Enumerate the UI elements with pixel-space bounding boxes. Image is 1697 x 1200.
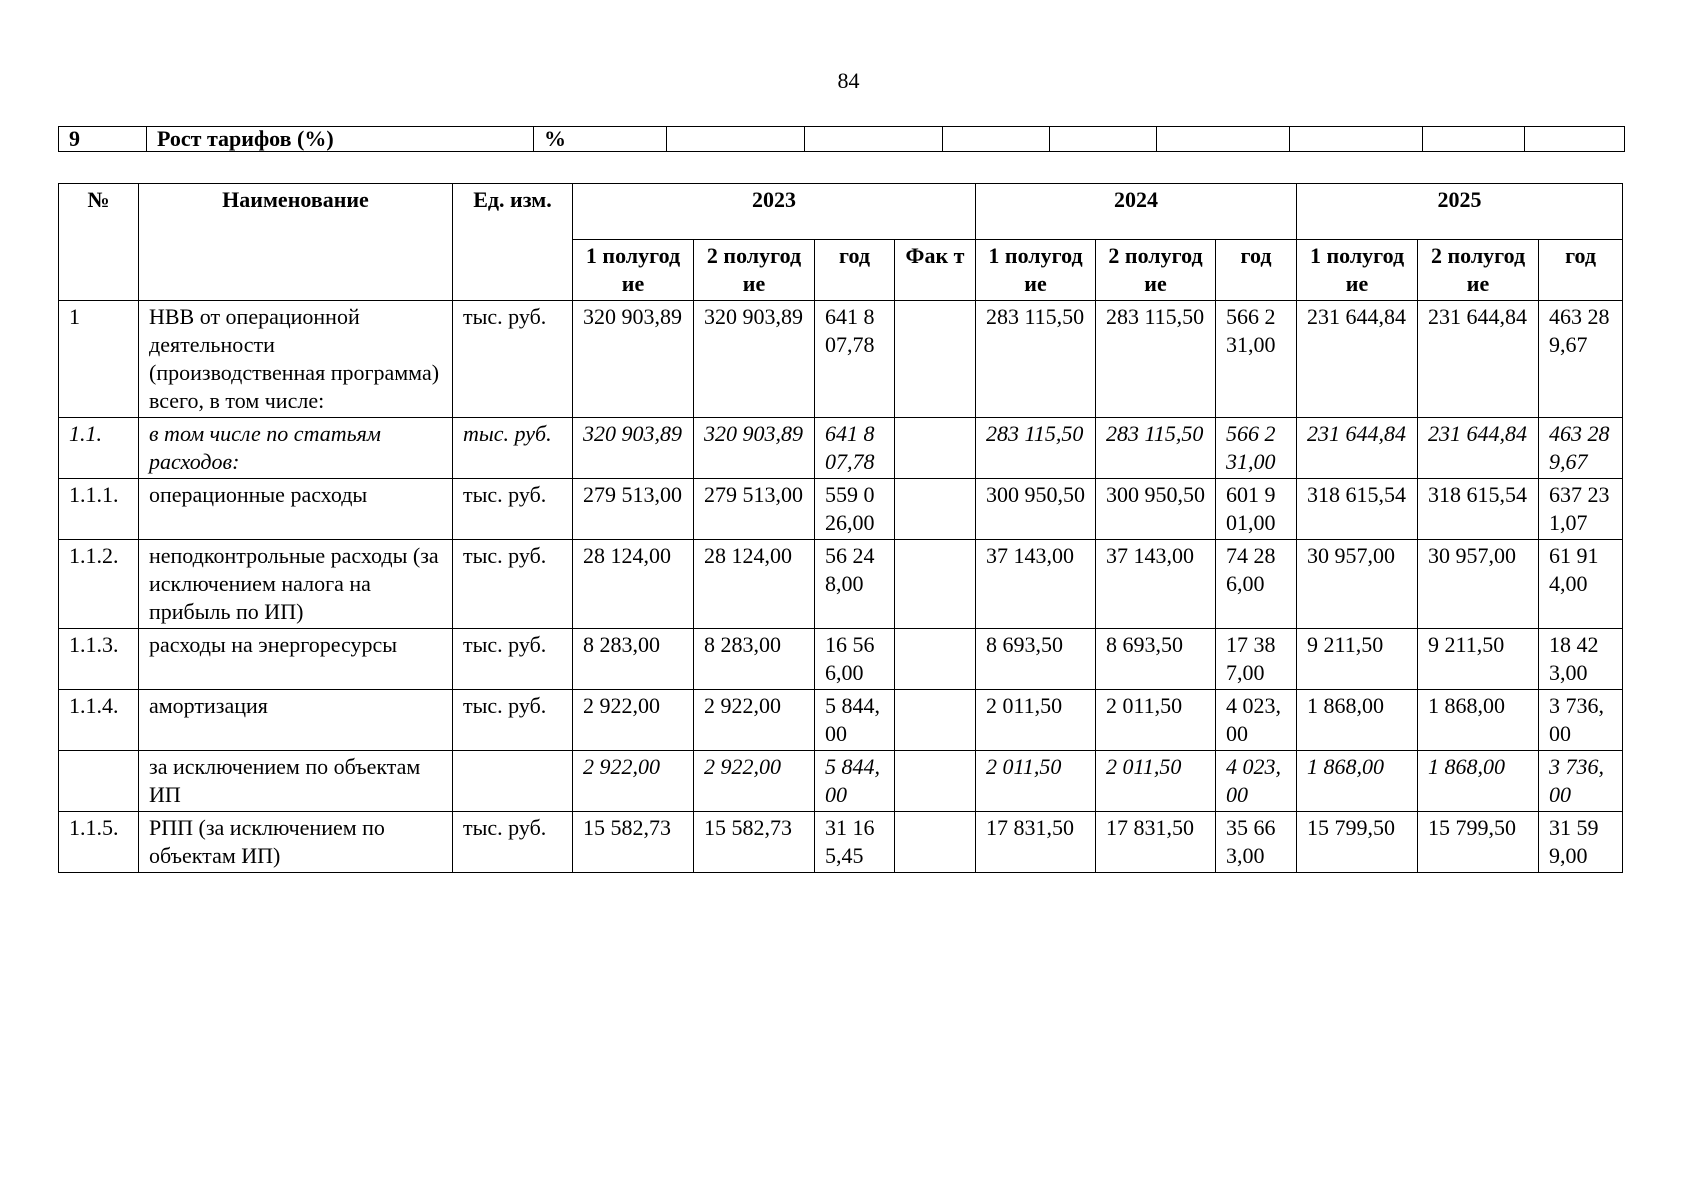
value-cell: 231 644,84: [1297, 418, 1418, 479]
row-unit: тыс. руб.: [453, 812, 573, 873]
header-2023-fact: Фак т: [895, 240, 976, 301]
row-number: [59, 751, 139, 812]
row-name: операционные расходы: [139, 479, 453, 540]
value-cell: 231 644,84: [1418, 301, 1539, 418]
table-cell: [943, 127, 1050, 152]
row-name: за исключением по объектам ИП: [139, 751, 453, 812]
row-number: 1.1.2.: [59, 540, 139, 629]
value-cell: 9 211,50: [1297, 629, 1418, 690]
row-unit: [453, 751, 573, 812]
value-cell: 320 903,89: [694, 301, 815, 418]
header-2023-year: год: [815, 240, 895, 301]
value-cell: [895, 418, 976, 479]
value-cell: 566 231,00: [1216, 418, 1297, 479]
value-cell: 463 289,67: [1539, 301, 1623, 418]
value-cell: 18 423,00: [1539, 629, 1623, 690]
value-cell: 31 599,00: [1539, 812, 1623, 873]
value-cell: [895, 301, 976, 418]
table-cell: [1050, 127, 1157, 152]
table-row: [59, 629, 1623, 690]
row-unit: %: [534, 127, 667, 152]
value-cell: 231 644,84: [1418, 418, 1539, 479]
row-unit: тыс. руб.: [453, 540, 573, 629]
row-name: амортизация: [139, 690, 453, 751]
row-unit: тыс. руб.: [453, 690, 573, 751]
value-cell: 1 868,00: [1297, 751, 1418, 812]
row-number: 1.1.1.: [59, 479, 139, 540]
value-cell: 5 844,00: [815, 690, 895, 751]
header-2025-h1: 1 полугод ие: [1297, 240, 1418, 301]
header-name: Наименование: [139, 184, 453, 301]
value-cell: 4 023,00: [1216, 751, 1297, 812]
header-2023-h2: 2 полугод ие: [694, 240, 815, 301]
row-name: НВВ от операционной деятельности (производственная программа) всего, в том числе:: [139, 301, 453, 418]
table-cell: [1525, 127, 1625, 152]
value-cell: 17 387,00: [1216, 629, 1297, 690]
value-cell: [895, 629, 976, 690]
value-cell: 2 922,00: [573, 690, 694, 751]
value-cell: 17 831,50: [1096, 812, 1216, 873]
value-cell: 17 831,50: [976, 812, 1096, 873]
value-cell: 283 115,50: [976, 301, 1096, 418]
row-number: 1.1.4.: [59, 690, 139, 751]
row-unit: тыс. руб.: [453, 301, 573, 418]
row-name: РПП (за исключением по объектам ИП): [139, 812, 453, 873]
value-cell: 2 922,00: [694, 690, 815, 751]
header-year-2023: 2023: [573, 184, 976, 240]
header-2024-h1: 1 полугод ие: [976, 240, 1096, 301]
value-cell: 28 124,00: [573, 540, 694, 629]
header-2025-year: год: [1539, 240, 1623, 301]
value-cell: 2 011,50: [976, 751, 1096, 812]
value-cell: 56 248,00: [815, 540, 895, 629]
value-cell: 1 868,00: [1418, 690, 1539, 751]
value-cell: 3 736,00: [1539, 690, 1623, 751]
value-cell: [895, 690, 976, 751]
value-cell: 320 903,89: [573, 301, 694, 418]
value-cell: 37 143,00: [976, 540, 1096, 629]
table-row: [59, 301, 1623, 418]
table-cell: [1423, 127, 1525, 152]
table-cell: [667, 127, 805, 152]
table-row: [59, 479, 1623, 540]
table-row: [59, 418, 1623, 479]
value-cell: [895, 540, 976, 629]
value-cell: 320 903,89: [694, 418, 815, 479]
header-2023-h1: 1 полугод ие: [573, 240, 694, 301]
value-cell: 37 143,00: [1096, 540, 1216, 629]
value-cell: 300 950,50: [1096, 479, 1216, 540]
header-2025-h2: 2 полугод ие: [1418, 240, 1539, 301]
value-cell: 566 231,00: [1216, 301, 1297, 418]
row-unit: тыс. руб.: [453, 479, 573, 540]
value-cell: 318 615,54: [1418, 479, 1539, 540]
table-cell: [1290, 127, 1423, 152]
table-cell: [1157, 127, 1290, 152]
row-name: неподконтрольные расходы (за исключением налога на прибыль по ИП): [139, 540, 453, 629]
value-cell: 61 914,00: [1539, 540, 1623, 629]
value-cell: 231 644,84: [1297, 301, 1418, 418]
table-row: [59, 690, 1623, 751]
value-cell: 15 582,73: [694, 812, 815, 873]
row-name: Рост тарифов (%): [147, 127, 534, 152]
page-number: 84: [837, 68, 860, 93]
value-cell: 283 115,50: [1096, 301, 1216, 418]
value-cell: 283 115,50: [1096, 418, 1216, 479]
value-cell: 318 615,54: [1297, 479, 1418, 540]
value-cell: 1 868,00: [1297, 690, 1418, 751]
header-2024-h2: 2 полугод ие: [1096, 240, 1216, 301]
value-cell: 279 513,00: [694, 479, 815, 540]
value-cell: 2 011,50: [976, 690, 1096, 751]
value-cell: 1 868,00: [1418, 751, 1539, 812]
value-cell: 9 211,50: [1418, 629, 1539, 690]
value-cell: 74 286,00: [1216, 540, 1297, 629]
value-cell: 279 513,00: [573, 479, 694, 540]
row-number: 1.1.3.: [59, 629, 139, 690]
row-name: расходы на энергоресурсы: [139, 629, 453, 690]
value-cell: 463 289,67: [1539, 418, 1623, 479]
row-unit: тыс. руб.: [453, 629, 573, 690]
value-cell: 320 903,89: [573, 418, 694, 479]
value-cell: 2 922,00: [694, 751, 815, 812]
header-year-2024: 2024: [976, 184, 1297, 240]
value-cell: 2 011,50: [1096, 751, 1216, 812]
value-cell: 2 011,50: [1096, 690, 1216, 751]
value-cell: 30 957,00: [1418, 540, 1539, 629]
value-cell: 28 124,00: [694, 540, 815, 629]
value-cell: 8 283,00: [694, 629, 815, 690]
header-row-years: [59, 184, 1623, 240]
value-cell: [895, 479, 976, 540]
value-cell: [895, 751, 976, 812]
value-cell: 15 799,50: [1297, 812, 1418, 873]
budget-table: [58, 183, 1623, 873]
table-row: [59, 751, 1623, 812]
value-cell: 15 799,50: [1418, 812, 1539, 873]
value-cell: 3 736,00: [1539, 751, 1623, 812]
table-cell: [805, 127, 943, 152]
header-year-2025: 2025: [1297, 184, 1623, 240]
row-unit: тыс. руб.: [453, 418, 573, 479]
value-cell: 2 922,00: [573, 751, 694, 812]
tariff-growth-row: [59, 127, 1625, 152]
value-cell: 641 807,78: [815, 301, 895, 418]
row-number: 1: [59, 301, 139, 418]
value-cell: 5 844,00: [815, 751, 895, 812]
value-cell: 31 165,45: [815, 812, 895, 873]
row-number: 1.1.: [59, 418, 139, 479]
row-number: 1.1.5.: [59, 812, 139, 873]
value-cell: 300 950,50: [976, 479, 1096, 540]
value-cell: 4 023,00: [1216, 690, 1297, 751]
value-cell: 559 026,00: [815, 479, 895, 540]
tariff-growth-table: [58, 126, 1625, 152]
header-number: №: [59, 184, 139, 301]
value-cell: 601 901,00: [1216, 479, 1297, 540]
value-cell: 30 957,00: [1297, 540, 1418, 629]
value-cell: 35 663,00: [1216, 812, 1297, 873]
value-cell: 16 566,00: [815, 629, 895, 690]
value-cell: 8 283,00: [573, 629, 694, 690]
value-cell: 283 115,50: [976, 418, 1096, 479]
value-cell: 641 807,78: [815, 418, 895, 479]
table-row: [59, 812, 1623, 873]
table-body: [59, 301, 1623, 873]
header-unit: Ед. изм.: [453, 184, 573, 301]
row-number: 9: [59, 127, 147, 152]
value-cell: 15 582,73: [573, 812, 694, 873]
value-cell: 8 693,50: [1096, 629, 1216, 690]
value-cell: [895, 812, 976, 873]
header-2024-year: год: [1216, 240, 1297, 301]
value-cell: 637 231,07: [1539, 479, 1623, 540]
value-cell: 8 693,50: [976, 629, 1096, 690]
row-name: в том числе по статьям расходов:: [139, 418, 453, 479]
table-row: [59, 540, 1623, 629]
